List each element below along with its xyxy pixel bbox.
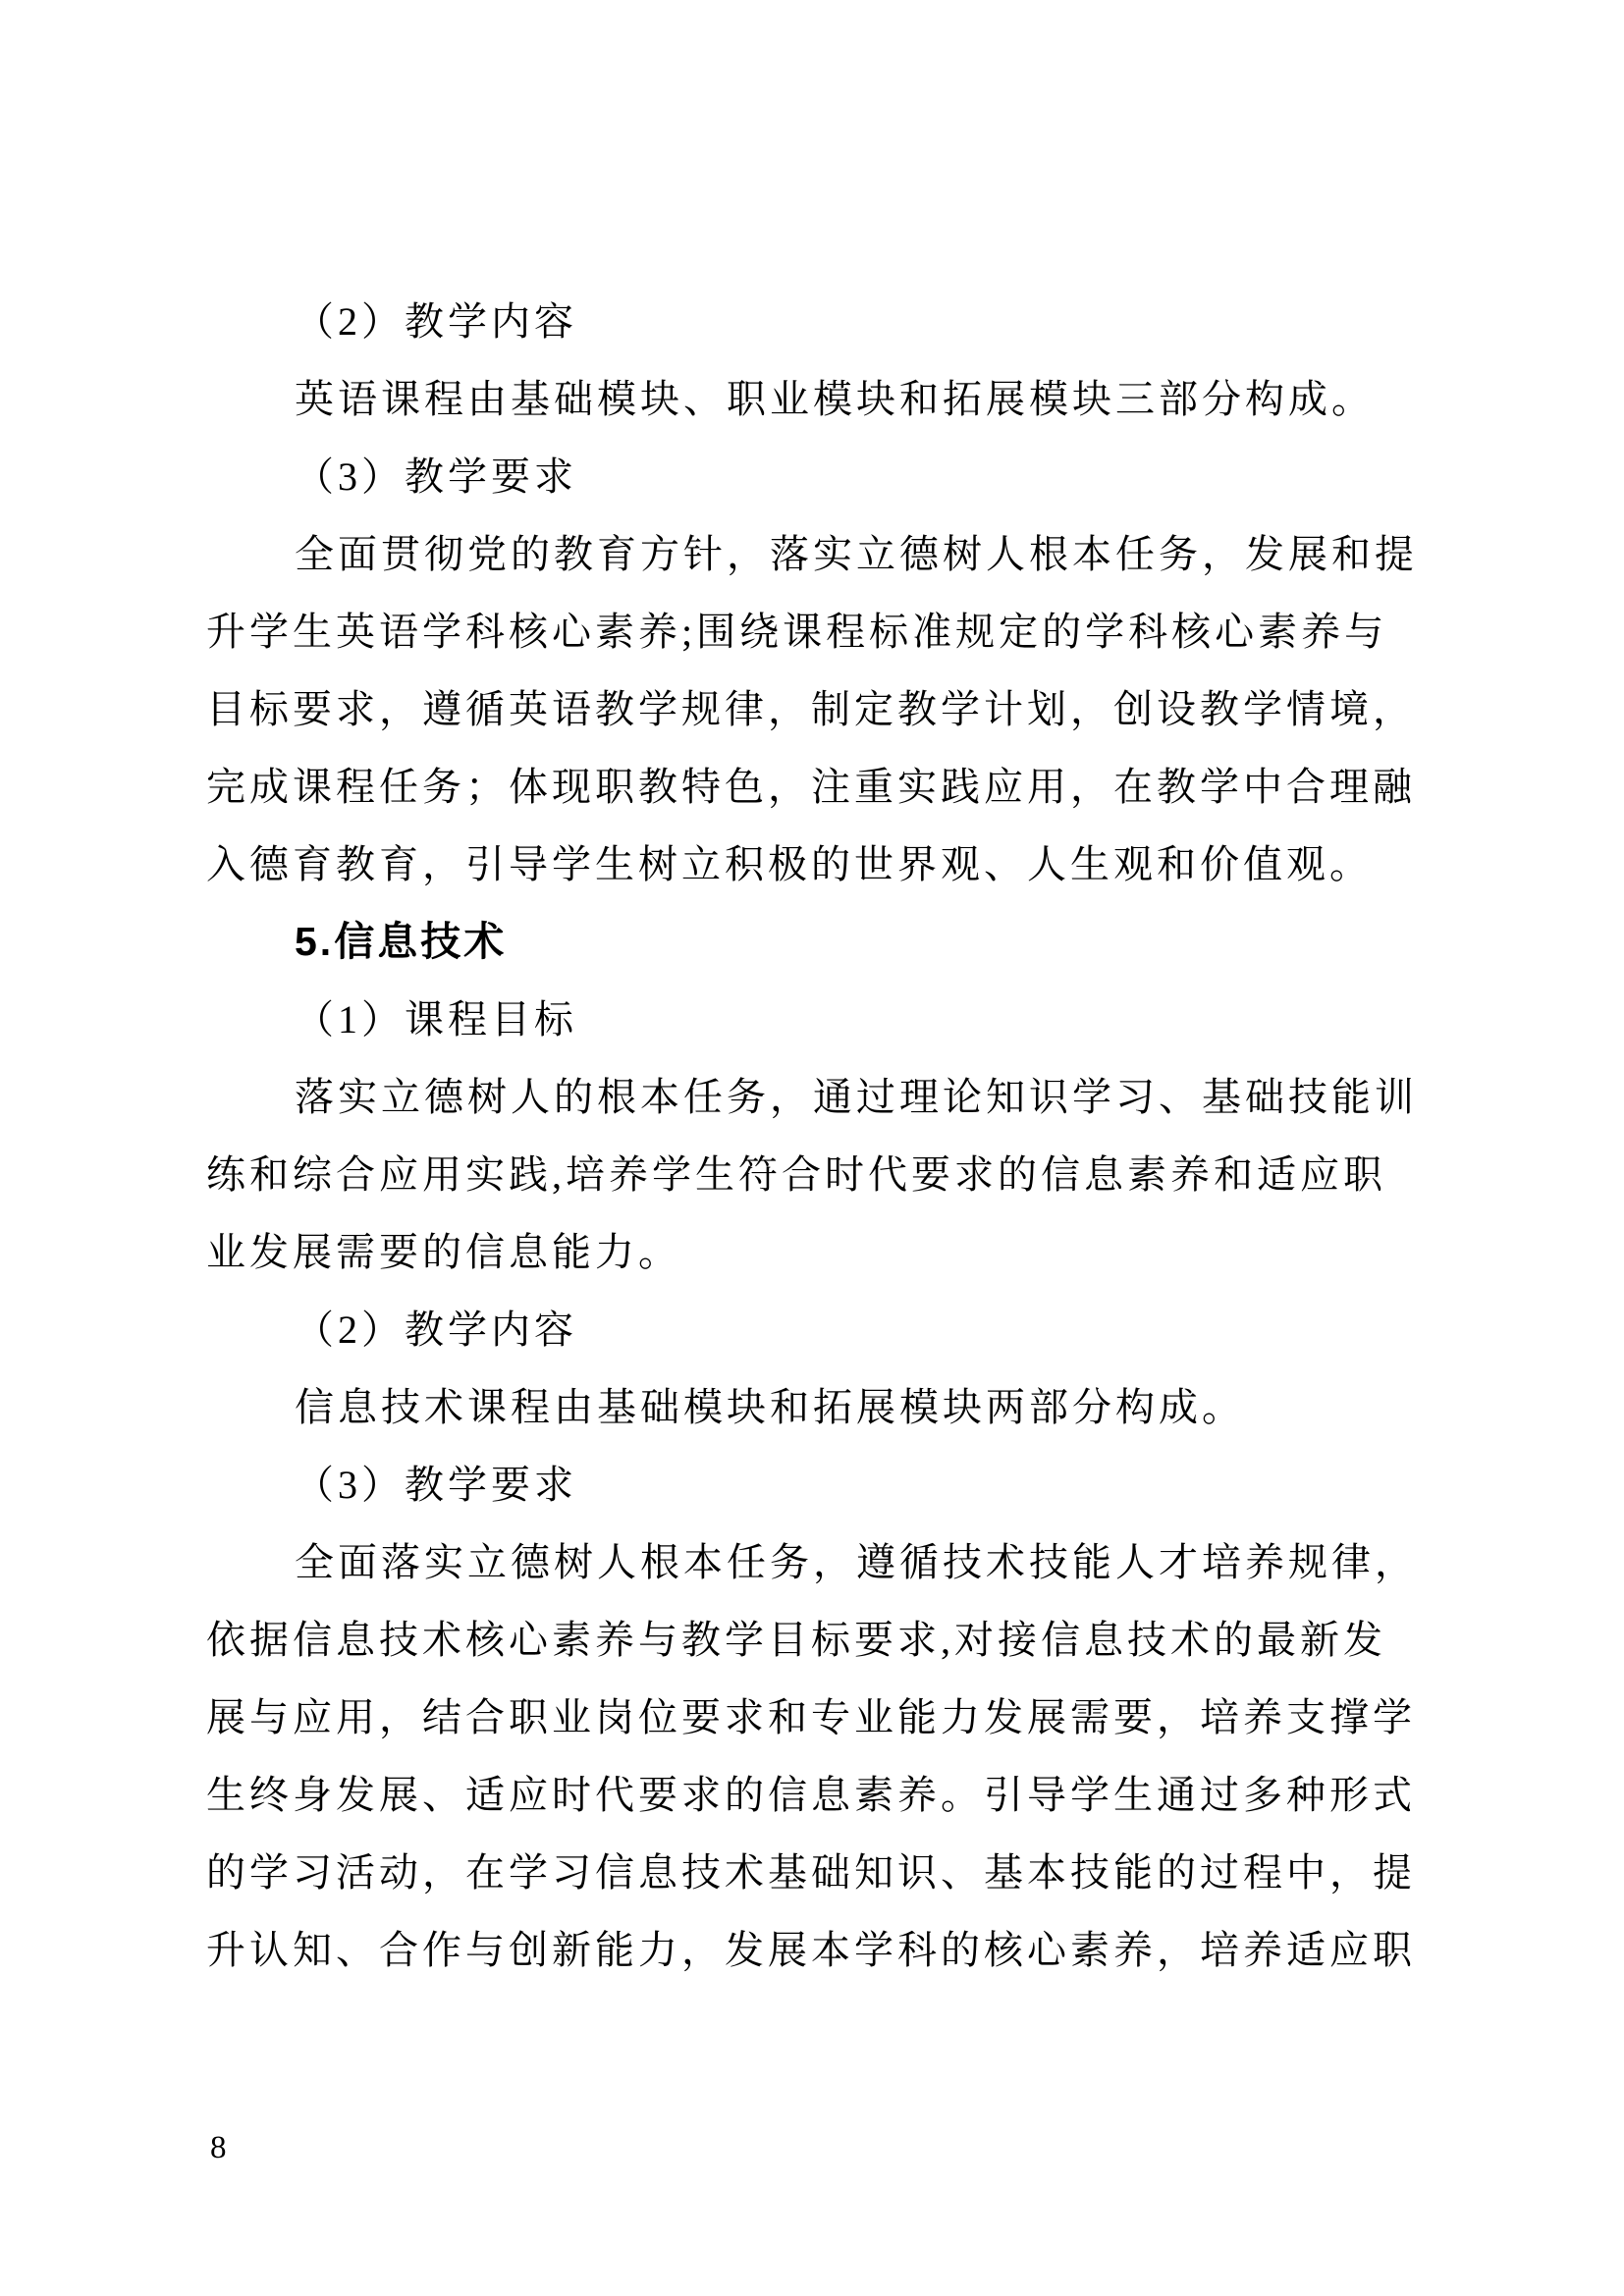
paragraph-line: 的学习活动，在学习信息技术基础知识、基本技能的过程中，提 bbox=[206, 1850, 1416, 1895]
paragraph-line: 目标要求，遵循英语教学规律，制定教学计划，创设教学情境， bbox=[206, 687, 1416, 731]
paragraph-line: 完成课程任务；体现职教特色，注重实践应用，在教学中合理融 bbox=[206, 765, 1416, 809]
paragraph-line: 练和综合应用实践,培养学生符合时代要求的信息素养和适应职 bbox=[206, 1152, 1386, 1197]
paragraph-line: 依据信息技术核心素养与教学目标要求,对接信息技术的最新发 bbox=[206, 1618, 1386, 1662]
heading-line: （3）教学要求 bbox=[295, 454, 577, 499]
paragraph-line: 全面落实立德树人根本任务，遵循技术技能人才培养规律， bbox=[295, 1540, 1418, 1584]
paragraph-line: 英语课程由基础模块、职业模块和拓展模块三部分构成。 bbox=[295, 377, 1375, 421]
section-heading-line: 5.信息技术 bbox=[295, 919, 508, 964]
paragraph-line: 信息技术课程由基础模块和拓展模块两部分构成。 bbox=[295, 1385, 1245, 1429]
heading-line: （1）课程目标 bbox=[295, 997, 577, 1041]
paragraph-line: 展与应用，结合职业岗位要求和专业能力发展需要，培养支撑学 bbox=[206, 1695, 1416, 1739]
heading-line: （2）教学内容 bbox=[295, 1308, 577, 1352]
page-number: 8 bbox=[210, 2130, 227, 2165]
paragraph-line: 升学生英语学科核心素养;围绕课程标准规定的学科核心素养与 bbox=[206, 610, 1388, 654]
heading-line: （3）教学要求 bbox=[295, 1463, 577, 1507]
heading-line: （2）教学内容 bbox=[295, 299, 577, 344]
paragraph-line: 落实立德树人的根本任务，通过理论知识学习、基础技能训 bbox=[295, 1075, 1418, 1119]
paragraph-line: 生终身发展、适应时代要求的信息素养。引导学生通过多种形式 bbox=[206, 1773, 1416, 1817]
paragraph-line: 入德育教育，引导学生树立积极的世界观、人生观和价值观。 bbox=[206, 842, 1373, 886]
paragraph-line: 全面贯彻党的教育方针，落实立德树人根本任务，发展和提 bbox=[295, 532, 1418, 576]
paragraph-line: 业发展需要的信息能力。 bbox=[206, 1230, 681, 1274]
paragraph-line: 升认知、合作与创新能力，发展本学科的核心素养，培养适应职 bbox=[206, 1928, 1416, 1972]
page-body bbox=[206, 283, 1473, 1989]
